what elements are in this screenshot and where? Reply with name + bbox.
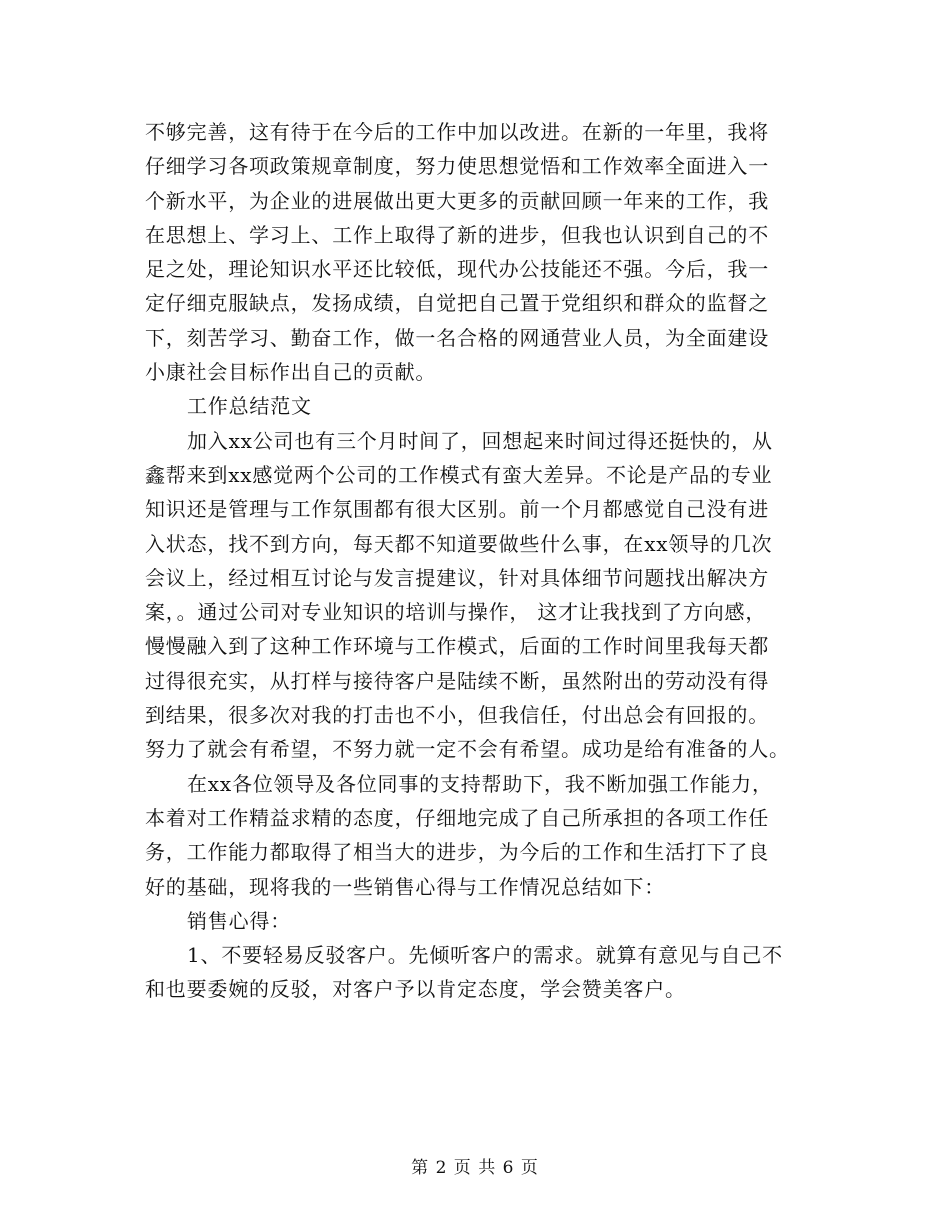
- text-line: 在思想上、学习上、工作上取得了新的进步，但我也认识到自己的不: [145, 222, 769, 247]
- text-line: 务，工作能力都取得了相当大的进步，为今后的工作和生活打下了良: [145, 840, 769, 865]
- section-heading: 工作总结范文: [187, 394, 312, 419]
- text-line: 过得很充实，从打样与接待客户是陆续不断，虽然附出的劳动没有得: [145, 668, 769, 693]
- text-line: 个新水平，为企业的进展做出更大更多的贡献回顾一年来的工作，我: [145, 188, 769, 213]
- text-line: 在xx各位领导及各位同事的支持帮助下，我不断加强工作能力，: [187, 771, 773, 796]
- text-line: 好的基础，现将我的一些销售心得与工作情况总结如下：: [145, 874, 665, 899]
- text-line: 小康社会目标作出自己的贡献。: [145, 360, 437, 385]
- paragraph-intro: [145, 424, 809, 767]
- text-line: 仔细学习各项政策规章制度，努力使思想觉悟和工作效率全面进入一: [145, 154, 769, 179]
- text-line: 本着对工作精益求精的态度，仔细地完成了自己所承担的各项工作任: [145, 805, 769, 830]
- text-line: 鑫帮来到xx感觉两个公司的工作模式有蛮大差异。不论是产品的专业: [145, 462, 773, 487]
- page-footer: 第 2 页 共 6 页: [411, 1158, 539, 1178]
- text-line: 案，。通过公司对专业知识的培训与操作， 这才让我找到了方向感，: [145, 600, 767, 625]
- text-line: 下，刻苦学习、勤奋工作，做一名合格的网通营业人员，为全面建设: [145, 325, 769, 350]
- text-line: 到结果，很多次对我的打击也不小，但我信任，付出总会有回报的。: [145, 703, 769, 728]
- sales-heading: 销售心得：: [187, 908, 291, 933]
- text-line: 足之处，理论知识水平还比较低，现代办公技能还不强。今后，我一: [145, 257, 769, 282]
- text-line: 加入xx公司也有三个月时间了，回想起来时间过得还挺快的，从: [187, 428, 773, 453]
- text-line: 慢慢融入到了这种工作环境与工作模式，后面的工作时间里我每天都: [145, 634, 769, 659]
- document-body: [145, 115, 809, 1007]
- text-line: 定仔细克服缺点，发扬成绩，自觉把自己置于党组织和群众的监督之: [145, 291, 769, 316]
- text-line: 不够完善，这有待于在今后的工作中加以改进。在新的一年里，我将: [145, 120, 769, 144]
- text-line: 1、不要轻易反驳客户。先倾听客户的需求。就算有意见与自己不: [187, 943, 783, 968]
- text-line: 入状态，找不到方向，每天都不知道要做些什么事，在xx领导的几次: [145, 531, 773, 556]
- text-line: 知识还是管理与工作氛围都有很大区别。前一个月都感觉自己没有进: [145, 497, 769, 522]
- paragraph-thanks: [145, 767, 809, 904]
- sales-item-1: [145, 938, 809, 1007]
- text-line: 和也要委婉的反驳，对客户予以肯定态度，学会赞美客户。: [145, 977, 686, 1002]
- paragraph-continuation: [145, 115, 809, 389]
- text-line: 会议上，经过相互讨论与发言提建议，针对具体细节问题找出解决方: [145, 565, 769, 590]
- text-line: 努力了就会有希望，不努力就一定不会有希望。成功是给有准备的人。: [145, 737, 790, 762]
